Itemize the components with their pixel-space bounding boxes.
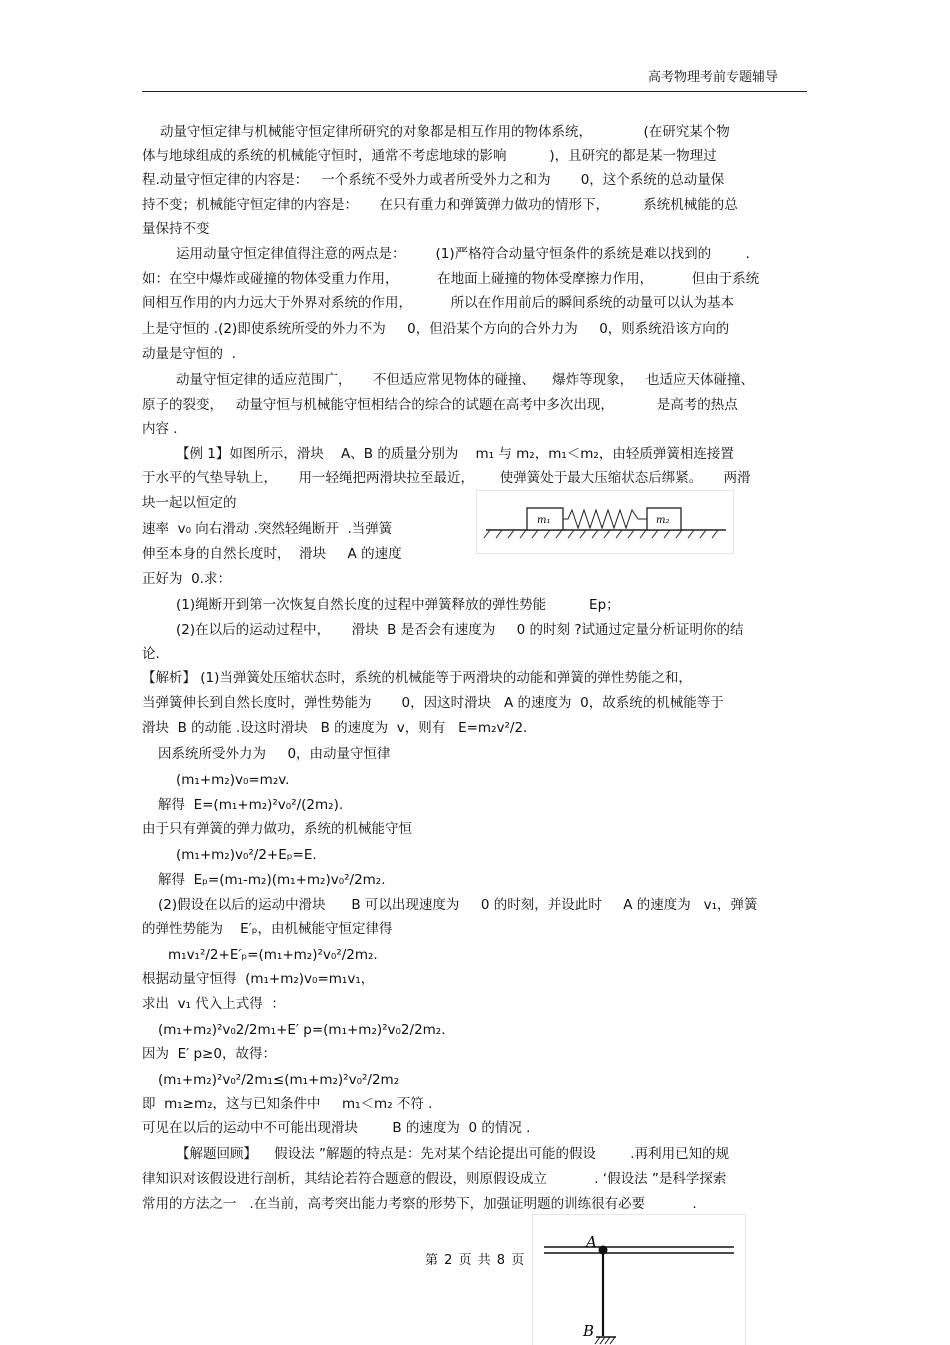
label-b: B	[583, 1322, 595, 1340]
equation: (m₁+m₂)²v₀2/2m₁+E′ p=(m₁+m₂)²v₀2/2m₂.	[158, 1022, 446, 1038]
text-line: (2)假设在以后的运动中滑块 B 可以出现速度为 0 的时刻，并设此时 A 的速度为 v₁，弹簧	[158, 897, 758, 913]
text-line: 原子的裂变， 动量守恒与机械能守恒相结合的综合的试题在高考中多次出现， 是高考的热点	[142, 397, 738, 413]
text-line: 律知识对该假设进行剖析，其结论若符合题意的假设，则原假设成立 . ‘假设法 ”是科学探索	[142, 1171, 727, 1187]
text-line: 上是守恒的 .(2)即使系统所受的外力不为 0，但沿某个方向的合外力为 0，则系统沿该方向的	[142, 321, 730, 337]
equation: 解得 E=(m₁+m₂)²v₀²/(2m₂).	[158, 797, 344, 813]
text-line: 程.动量守恒定律的内容是： 一个系统不受外力或者所受外力之和为 0，这个系统的总动量保	[142, 172, 725, 188]
running-header: 高考物理考前专题辅导	[648, 70, 779, 85]
text-line: 根据动量守恒得 (m₁+m₂)v₀=m₁v₁，	[142, 971, 375, 987]
text-line: 速率 v₀ 向右滑动 .突然轻绳断开 .当弹簧	[142, 521, 393, 537]
text-line: 持不变；机械能守恒定律的内容是： 在只有重力和弹簧弹力做功的情形下， 系统机械能的总	[142, 197, 738, 213]
pin-a	[599, 1246, 608, 1255]
text-line: 块一起以恒定的	[142, 495, 237, 511]
text-line: 体与地球组成的系统的机械能守恒时，通常不考虑地球的影响 )，且研究的都是某一物理过	[142, 148, 717, 164]
text-line: 如：在空中爆炸或碰撞的物体受重力作用， 在地面上碰撞的物体受摩擦力作用， 但由于系统	[142, 271, 760, 287]
equation: m₁v₁²/2+E′ₚ=(m₁+m₂)²v₀²/2m₂.	[168, 947, 378, 963]
text-line: 当弹簧伸长到自然长度时，弹性势能为 0，因这时滑块 A 的速度为 0，故系统的机械能等于	[142, 695, 724, 711]
ground-hatching	[484, 530, 718, 538]
text-line: 论.	[142, 646, 160, 662]
text-line: 正好为 0.求：	[142, 571, 231, 587]
block-m2-label: m₂	[656, 515, 670, 526]
figure-border	[533, 1215, 746, 1345]
figure-border	[477, 491, 734, 554]
text-line: 由于只有弹簧的弹力做功，系统的机械能守恒	[142, 821, 412, 837]
text-line: (1)绳断开到第一次恢复自然长度的过程中弹簧释放的弹性势能 Ep；	[176, 597, 620, 613]
equation: (m₁+m₂)²v₀²/2m₁≤(m₁+m₂)²v₀²/2m₂	[158, 1072, 400, 1088]
block-m1-label: m₁	[537, 515, 551, 526]
equation: (m₁+m₂)v₀²/2+Eₚ=E.	[176, 847, 317, 863]
text-line: 因为 E′ p≥0，故得：	[142, 1046, 276, 1062]
text-line: 量保持不变	[142, 221, 210, 237]
text-line: 【解析】 (1)当弹簧处压缩状态时，系统的机械能等于两滑块的动能和弹簧的弹性势能之和，	[142, 670, 692, 686]
figure-rod-support	[532, 1214, 746, 1345]
support-hatching	[595, 1337, 615, 1344]
text-line: 运用动量守恒定律值得注意的两点是： (1)严格符合动量守恒条件的系统是难以找到的 .	[176, 246, 750, 262]
text-line: 内容 .	[142, 421, 178, 437]
header-rule	[142, 91, 807, 92]
text-line: 【例 1】如图所示，滑块 A、B 的质量分别为 m₁ 与 m₂，m₁＜m₂，由轻质弹簧相连接置	[176, 446, 734, 462]
text-line: 滑块 B 的动能 .设这时滑块 B 的速度为 v，则有 E=m₂v²/2.	[142, 720, 528, 736]
text-line: 【解题回顾】 假设法 ”解题的特点是：先对某个结论提出可能的假设 .再利用已知的规	[176, 1146, 730, 1162]
text-line: 间相互作用的内力远大于外界对系统的作用， 所以在作用前后的瞬间系统的动量可以认为基本	[142, 295, 735, 311]
text-line: 动量是守恒的 .	[142, 346, 236, 362]
text-line: 的弹性势能为 E′ₚ，由机械能守恒定律得	[142, 921, 393, 937]
spring	[563, 510, 647, 528]
equation: 解得 Eₚ=(m₁-m₂)(m₁+m₂)v₀²/2m₂.	[158, 872, 386, 888]
text-line: 求出 v₁ 代入上式得 ：	[142, 996, 285, 1012]
text-line: 动量守恒定律与机械能守恒定律所研究的对象都是相互作用的物体系统， (在研究某个物	[160, 124, 730, 140]
text-line: (2)在以后的运动过程中， 滑块 B 是否会有速度为 0 的时刻 ?试通过定量分析证明你的结	[176, 622, 744, 638]
page-number: 第 2 页 共 8 页	[425, 1253, 526, 1268]
label-a: A	[586, 1233, 597, 1251]
text-line: 动量守恒定律的适应范围广， 不但适应常见物体的碰撞、 爆炸等现象， 也适应天体碰撞、	[176, 372, 754, 388]
text-line: 可见在以后的运动中不可能出现滑块 B 的速度为 0 的情况 .	[142, 1120, 531, 1136]
text-line: 即 m₁≥m₂，这与已知条件中 m₁＜m₂ 不符 .	[142, 1096, 433, 1112]
text-line: 常用的方法之一 .在当前，高考突出能力考察的形势下，加强证明题的训练很有必要 .	[142, 1196, 697, 1212]
equation: (m₁+m₂)v₀=m₂v.	[176, 772, 290, 788]
figure-spring-blocks	[476, 490, 734, 554]
text-line: 伸至本身的自然长度时， 滑块 A 的速度	[142, 546, 402, 562]
text-line: 于水平的气垫导轨上， 用一轻绳把两滑块拉至最近， 使弹簧处于最大压缩状态后绑紧。 两滑	[142, 470, 751, 486]
text-line: 因系统所受外力为 0，由动量守恒律	[158, 746, 391, 762]
